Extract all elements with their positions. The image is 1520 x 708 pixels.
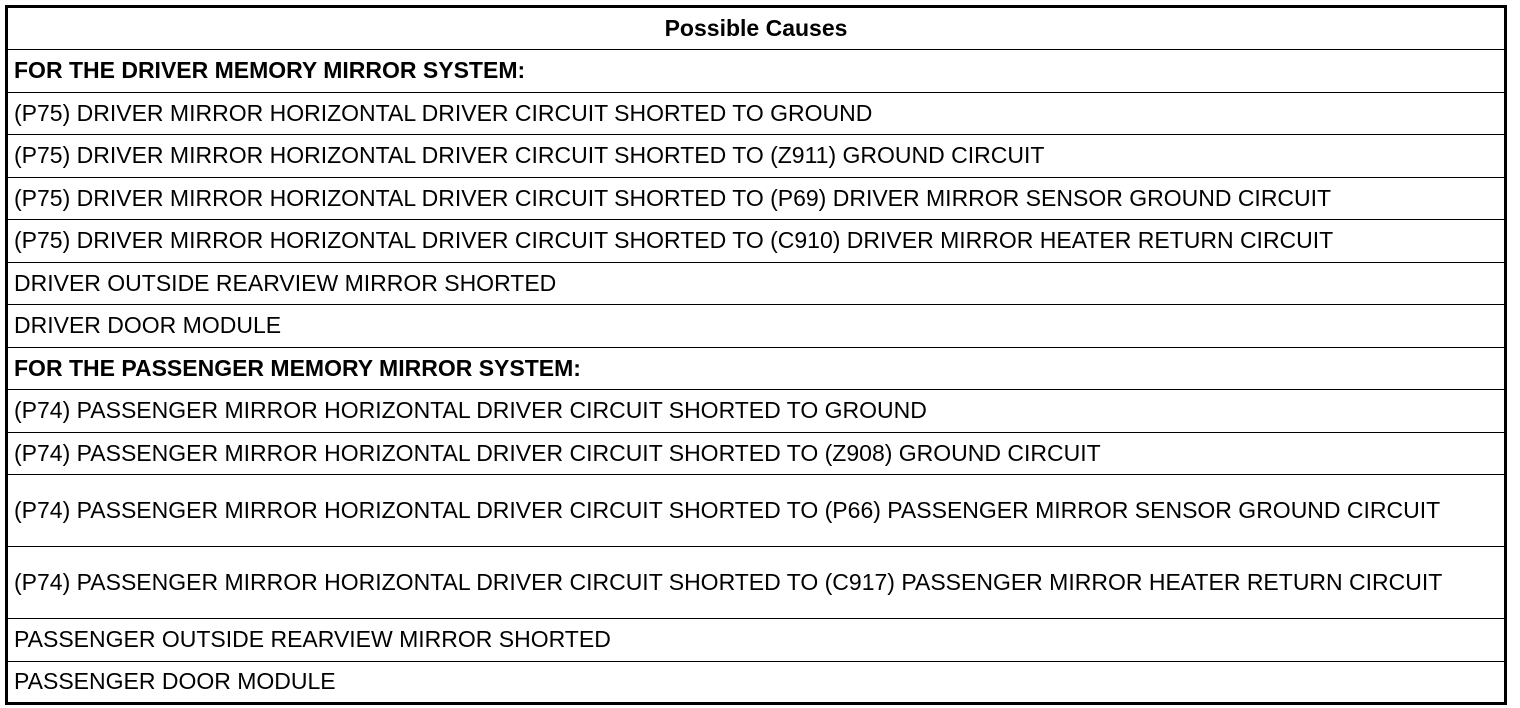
- table-row: [7, 305, 1506, 348]
- table-row: [7, 347, 1506, 390]
- cause-cell: (P75) DRIVER MIRROR HORIZONTAL DRIVER CIRCUIT SHORTED TO (Z911) GROUND CIRCUIT: [7, 135, 1506, 178]
- table-row: [7, 92, 1506, 135]
- table-row: [7, 619, 1506, 662]
- table-row: [7, 177, 1506, 220]
- table-row: [7, 661, 1506, 704]
- table-row: [7, 135, 1506, 178]
- table-row: [7, 547, 1506, 619]
- cause-cell: (P75) DRIVER MIRROR HORIZONTAL DRIVER CIRCUIT SHORTED TO GROUND: [7, 92, 1506, 135]
- cause-cell: (P75) DRIVER MIRROR HORIZONTAL DRIVER CIRCUIT SHORTED TO (P69) DRIVER MIRROR SENSOR GROUND CIRCUIT: [7, 177, 1506, 220]
- cause-cell: (P75) DRIVER MIRROR HORIZONTAL DRIVER CIRCUIT SHORTED TO (C910) DRIVER MIRROR HEATER RETURN CIRCUIT: [7, 220, 1506, 263]
- cause-cell: PASSENGER OUTSIDE REARVIEW MIRROR SHORTED: [7, 619, 1506, 662]
- section-heading-passenger: FOR THE PASSENGER MEMORY MIRROR SYSTEM:: [7, 347, 1506, 390]
- cause-cell: PASSENGER DOOR MODULE: [7, 661, 1506, 704]
- cause-cell: (P74) PASSENGER MIRROR HORIZONTAL DRIVER CIRCUIT SHORTED TO (Z908) GROUND CIRCUIT: [7, 432, 1506, 475]
- cause-cell: (P74) PASSENGER MIRROR HORIZONTAL DRIVER CIRCUIT SHORTED TO (P66) PASSENGER MIRROR SENSOR GROUND CIRCUIT: [7, 475, 1506, 547]
- section-heading-driver: FOR THE DRIVER MEMORY MIRROR SYSTEM:: [7, 50, 1506, 93]
- cause-cell: (P74) PASSENGER MIRROR HORIZONTAL DRIVER CIRCUIT SHORTED TO (C917) PASSENGER MIRROR HEATER RETURN CIRCUIT: [7, 547, 1506, 619]
- table-header-row: [7, 7, 1506, 50]
- table-row: [7, 475, 1506, 547]
- table-header-possible-causes: Possible Causes: [7, 7, 1506, 50]
- table-row: [7, 262, 1506, 305]
- table-row: [7, 432, 1506, 475]
- table-row: [7, 390, 1506, 433]
- cause-cell: DRIVER OUTSIDE REARVIEW MIRROR SHORTED: [7, 262, 1506, 305]
- cause-cell: DRIVER DOOR MODULE: [7, 305, 1506, 348]
- table-row: [7, 50, 1506, 93]
- possible-causes-table: [5, 5, 1507, 705]
- table-row: [7, 220, 1506, 263]
- cause-cell: (P74) PASSENGER MIRROR HORIZONTAL DRIVER CIRCUIT SHORTED TO GROUND: [7, 390, 1506, 433]
